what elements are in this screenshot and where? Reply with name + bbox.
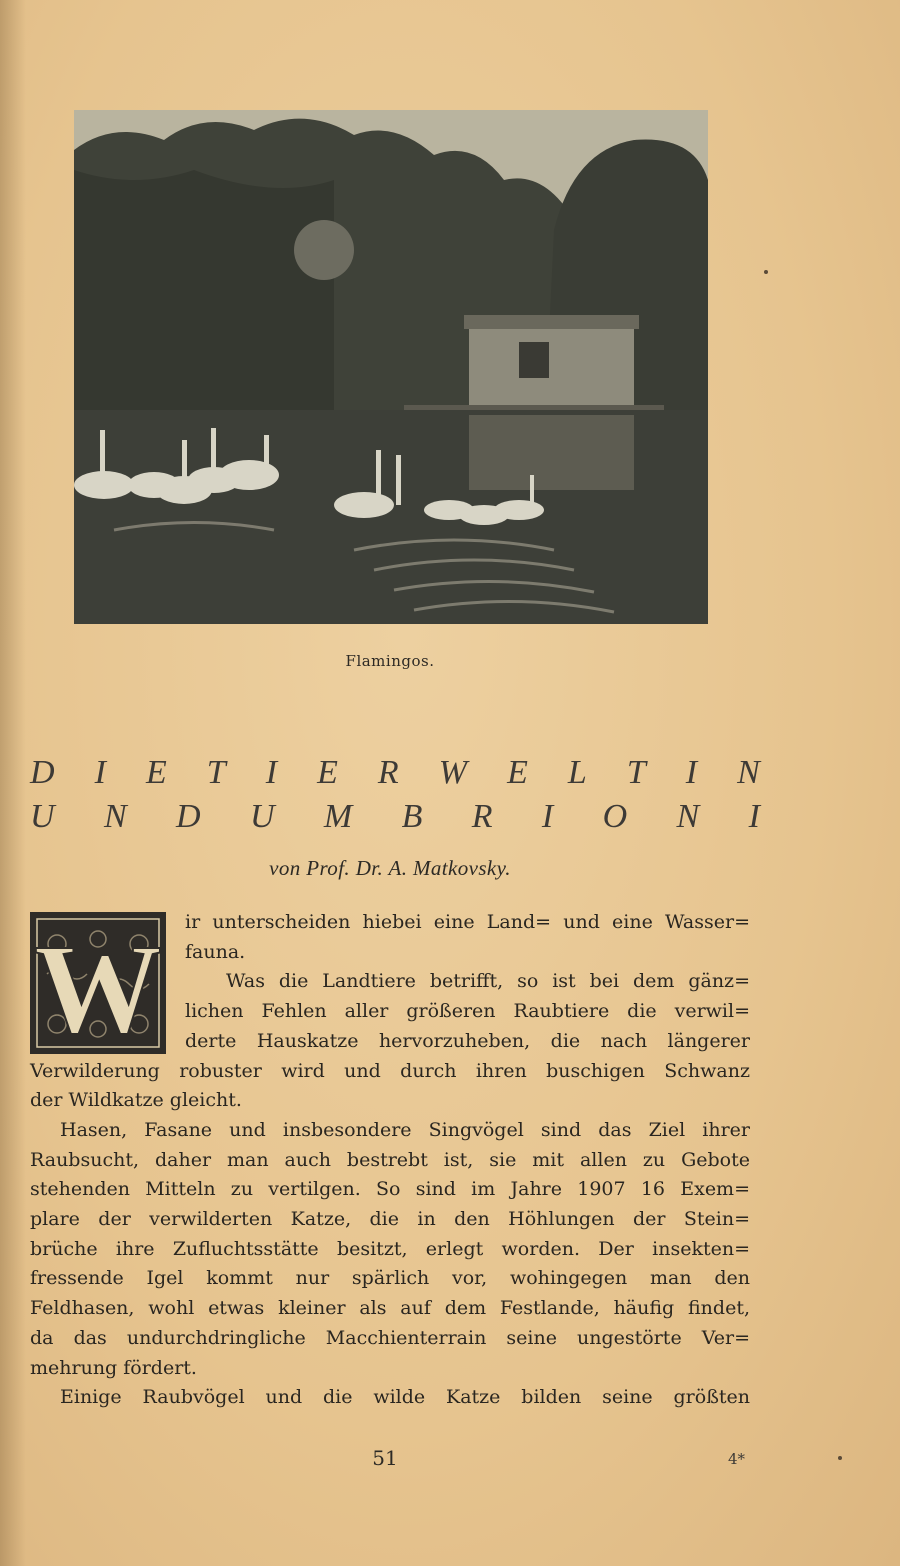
flamingo-photograph <box>74 110 708 624</box>
title-letter: E <box>507 754 528 791</box>
page-number: 51 <box>372 1446 398 1470</box>
text-line: Verwilderung robuster wird und durch ihren buschigen Schwanz <box>30 1059 750 1082</box>
title-letter: W <box>438 754 468 791</box>
text-line: Was die Landtiere betrifft, so ist bei dem gänz= <box>226 970 750 993</box>
text-line: Raubsucht, daher man auch bestrebt ist, sie mit allen zu Gebote <box>30 1148 750 1171</box>
title-letter: N <box>103 798 127 835</box>
title-letter: T <box>626 754 646 791</box>
title-letter: O <box>602 798 628 835</box>
text-line: ir unterscheiden hiebei eine Land= und eine Wasser= <box>185 911 750 933</box>
speck <box>764 270 768 274</box>
text-line: brüche ihre Zufluchtsstätte besitzt, erlegt worden. Der insekten= <box>30 1237 750 1260</box>
page-edge-shadow <box>0 0 26 1566</box>
dropcap-letter: W <box>34 918 162 1052</box>
text-line: Hasen, Fasane und insbesondere Singvögel sind das Ziel ihrer <box>60 1118 750 1141</box>
title-letter: M <box>323 798 353 835</box>
title-letter: T <box>206 754 226 791</box>
title-letter: E <box>145 754 167 791</box>
title-letter: D <box>30 754 55 791</box>
title-letter: I <box>685 754 698 791</box>
article-byline: von Prof. Dr. A. Matkovsky. <box>269 856 511 880</box>
title-letter: U <box>30 798 55 835</box>
text-line: fressende Igel kommt nur spärlich vor, wohingegen man den <box>30 1267 750 1290</box>
text-line: stehenden Mitteln zu vertilgen. So sind im Jahre 1907 16 Exem= <box>30 1178 750 1201</box>
title-letter: N <box>676 798 700 835</box>
text-line: der Wildkatze gleicht. <box>30 1089 242 1112</box>
title-letter: I <box>265 754 278 791</box>
title-letter: U <box>249 798 275 835</box>
title-letter: N <box>737 754 760 791</box>
title-letter: I <box>541 798 554 835</box>
title-letter: E <box>317 754 338 791</box>
article-body <box>30 908 750 1413</box>
title-letter: L <box>567 754 587 791</box>
article-title-line-2 <box>30 798 760 836</box>
title-letter: I <box>94 754 106 791</box>
text-line: plare der verwilderten Katze, die in den Höhlungen der Stein= <box>30 1208 750 1231</box>
text-line: Einige Raubvögel und die wilde Katze bilden seine größten <box>60 1386 750 1409</box>
text-line: fauna. <box>185 940 246 963</box>
title-letter: I <box>748 798 760 835</box>
text-line: mehrung fördert. <box>30 1356 197 1379</box>
signature-mark: 4* <box>728 1450 746 1468</box>
article-title-line-1 <box>30 754 760 792</box>
figure-caption: Flamingos. <box>345 652 435 670</box>
title-letter: R <box>377 754 399 791</box>
text-line: Feldhasen, wohl etwas kleiner als auf dem Festlande, häufig findet, <box>30 1297 750 1320</box>
speck <box>838 1456 842 1460</box>
text-line: derte Hauskatze hervorzuheben, die nach längerer <box>185 1029 750 1052</box>
text-line: lichen Fehlen aller größeren Raubtiere die verwil= <box>185 1000 750 1023</box>
text-line: da das undurchdringliche Macchienterrain seine ungestörte Ver= <box>30 1326 750 1349</box>
title-letter: R <box>471 798 493 835</box>
title-letter: B <box>401 798 423 835</box>
title-letter: D <box>176 798 201 835</box>
